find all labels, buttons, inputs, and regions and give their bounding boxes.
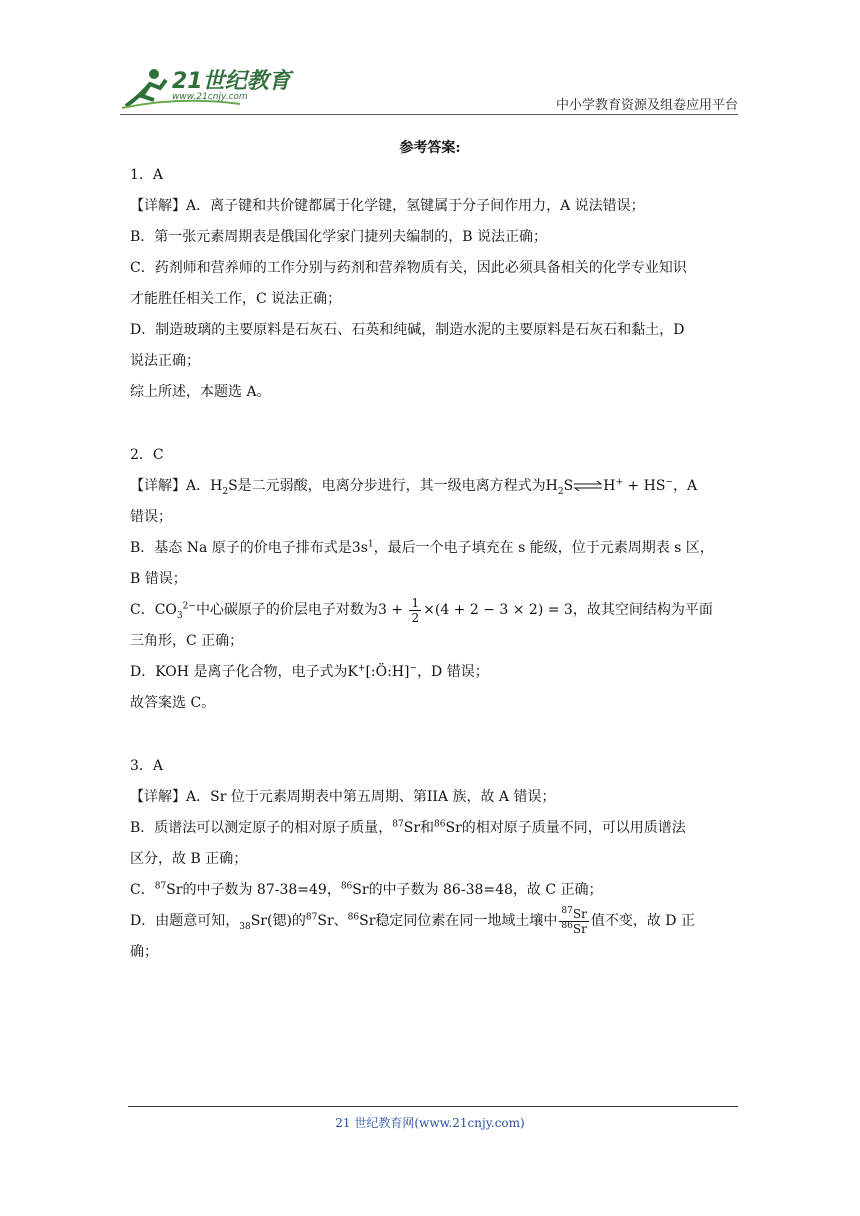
q2-summary: 故答案选 C。	[130, 695, 216, 711]
equilibrium-arrow-icon	[573, 481, 603, 491]
isotope-ratio-fraction: $\frac{^{87}Sr}{^{86}Sr}$	[561, 905, 587, 936]
q1-line: B．第一张元素周期表是俄国化学家门捷列夫编制的，B 说法正确；	[130, 229, 548, 245]
q3-line: 区分，故 B 正确；	[130, 851, 248, 867]
q3-line: 【详解】A．Sr 位于元素周期表中第五周期、第IIA 族，故 A 错误；	[130, 789, 556, 805]
q1-line: 说法正确；	[130, 353, 200, 369]
q3-number: 3．A	[130, 758, 164, 774]
q3-line-c: C．$^{87}$Sr的中子数为 87-38=49，$^{86}$Sr的中子数为 86-38=48，故 C 正确；	[130, 881, 603, 898]
page-title: 参考答案:	[399, 140, 461, 156]
q2-line: B 错误；	[130, 571, 187, 587]
q2-line-c: C．$CO_3^{2-}$中心碳原子的价层电子对数为3 + $\frac{1}{2}$ ×(4 + 2 − 3 × 2) = 3，故其空间结构为平面	[130, 595, 713, 625]
fraction: $\frac{1}{2}$	[411, 595, 420, 625]
q2-line: 三角形，C 正确；	[130, 633, 244, 649]
q3-line-b: B．质谱法可以测定原子的相对原子质量，$^{87}$Sr和$^{86}$Sr的相对原子质量不同，可以用质谱法	[130, 819, 686, 836]
q3-line: 确；	[130, 944, 158, 960]
q2-line: 错误；	[130, 509, 172, 525]
q2-number: 2．C	[130, 447, 164, 463]
footer-divider	[128, 1106, 738, 1107]
logo-url: www.21cnjy.com	[172, 92, 248, 102]
q1-summary: 综上所述，本题选 A。	[130, 384, 271, 400]
platform-name: 中小学教育资源及组卷应用平台	[555, 98, 738, 113]
q2-line-b: B．基态 Na 原子的价电子排布式是$3s^1$，最后一个电子填充在 s 能级，位于元素周期表 s 区，	[130, 539, 714, 556]
header-divider	[120, 114, 738, 115]
q1-number: 1．A	[130, 167, 164, 183]
q1-line: 【详解】A．离子键和共价键都属于化学键，氢键属于分子间作用力，A 说法错误；	[130, 198, 645, 214]
page-header	[120, 62, 738, 116]
q2-line-d: D．KOH 是离子化合物，电子式为K+[:Ö:H]−，D 错误；	[130, 663, 489, 680]
q1-line: C．药剂师和营养师的工作分别与药剂和营养物质有关，因此必须具备相关的化学专业知识	[130, 260, 687, 276]
answer-content	[130, 160, 740, 968]
q1-line: D．制造玻璃的主要原料是石灰石、石英和纯碱，制造水泥的主要原料是石灰石和黏土，D	[130, 322, 685, 338]
logo-text: 21世纪教育	[172, 69, 291, 94]
q2-line-a: 【详解】A．$H_2S$是二元弱酸，电离分步进行，其一级电离方程式为$H_2S$ H+ + HS−，A	[130, 477, 698, 497]
q3-line-d: D．由题意可知，$_{38}$Sr(锶)的$^{87}$Sr、$^{86}$Sr稳定同位素在同一地域土壤中 $\frac{^{87}Sr}{^{86}Sr}$ 值不变，故 D 正	[130, 905, 695, 936]
footer-link[interactable]: 21 世纪教育网(www.21cnjy.com)	[335, 1116, 525, 1130]
q1-line: 才能胜任相关工作，C 说法正确；	[130, 291, 342, 307]
